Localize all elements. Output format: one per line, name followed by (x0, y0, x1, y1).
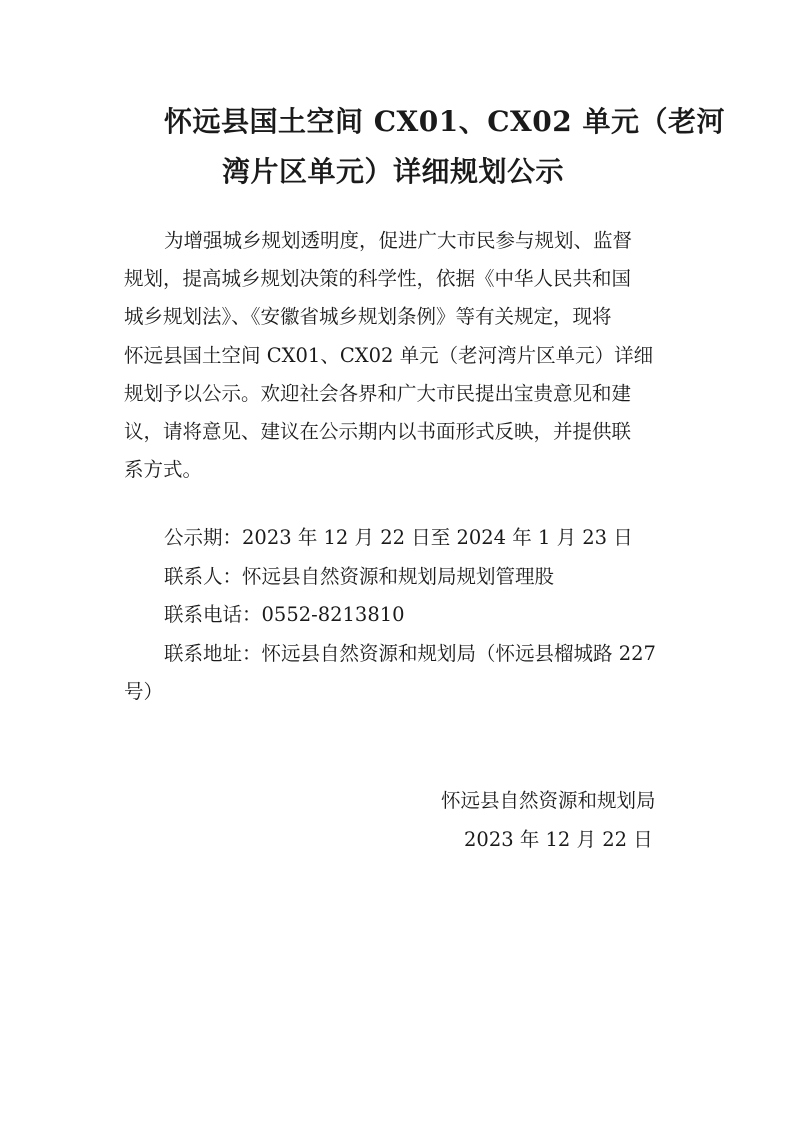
contact-address-cont: 号） (124, 680, 164, 703)
body-line: 为增强城乡规划透明度，促进广大市民参与规划、监督 (164, 229, 633, 252)
body-line: 怀远县国土空间 CX01、CX02 单元（老河湾片区单元）详细 (124, 343, 654, 367)
title-line-2: 湾片区单元）详细规划公示 (222, 155, 565, 188)
signature-date: 2023 年 12 月 22 日 (464, 827, 653, 851)
announcement-body (124, 222, 684, 489)
body-line: 规划予以公示。欢迎社会各界和广大市民提出宝贵意见和建 (124, 381, 632, 405)
body-line: 城乡规划法》、《安徽省城乡规划条例》等有关规定，现将 (124, 305, 612, 329)
body-line: 系方式。 (124, 458, 203, 482)
body-line: 规划，提高城乡规划决策的科学性，依据《中华人民共和国 (124, 267, 632, 291)
contact-phone: 联系电话：0552-8213810 (164, 603, 405, 626)
signature-block (0, 782, 793, 859)
page-title (0, 97, 793, 197)
title-line-1: 怀远县国土空间 CX01、CX02 单元（老河 (164, 105, 725, 138)
contact-info (124, 519, 684, 712)
signature-org: 怀远县自然资源和规划局 (441, 789, 656, 812)
contact-address: 联系地址：怀远县自然资源和规划局（怀远县榴城路 227 (164, 641, 656, 665)
publicity-period: 公示期：2023 年 12 月 22 日至 2024 年 1 月 23 日 (164, 526, 633, 549)
body-line: 议，请将意见、建议在公示期内以书面形式反映，并提供联 (124, 420, 632, 444)
contact-person: 联系人：怀远县自然资源和规划局规划管理股 (164, 564, 555, 588)
